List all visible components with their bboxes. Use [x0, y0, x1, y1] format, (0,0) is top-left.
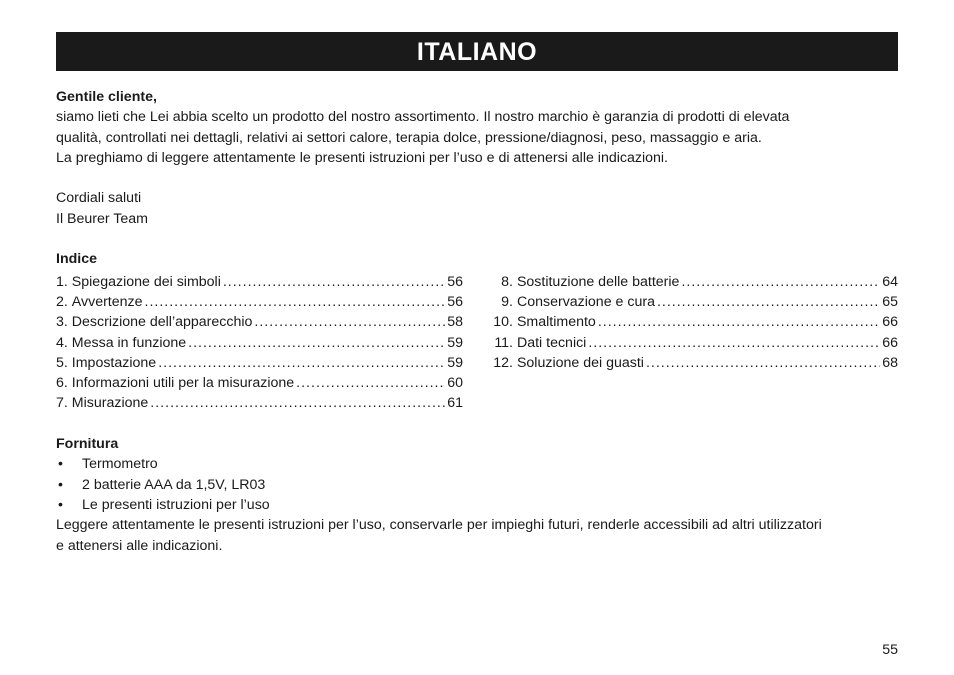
toc-entry[interactable] [491, 333, 898, 353]
toc-column-right [491, 272, 898, 414]
spacer [56, 229, 898, 249]
toc-leader [145, 292, 446, 312]
toc-leader [588, 333, 880, 353]
page-content [56, 87, 898, 556]
toc-entry[interactable] [56, 393, 463, 413]
index-heading: Indice [56, 251, 97, 268]
supply-note-line-2: e attenersi alle indicazioni. [56, 537, 223, 554]
toc-leader [223, 272, 445, 292]
toc-entry-page: 64 [882, 273, 898, 290]
toc-entry-label: Impostazione [71, 354, 157, 371]
toc-entry-page: 66 [882, 334, 898, 351]
toc-entry-page: 59 [447, 334, 463, 351]
intro-line-1: siamo lieti che Lei abbia scelto un prodotto del nostro assortimento. Il nostro marchio è garanzia di prodotti di elevata [56, 109, 790, 126]
toc-entry[interactable] [491, 272, 898, 292]
toc-entry-label: Conservazione e cura [516, 293, 655, 310]
toc-entry-page: 56 [447, 273, 463, 290]
spacer [56, 168, 898, 188]
toc-leader [646, 353, 880, 373]
intro-line-3: La preghiamo di leggere attentamente le presenti istruzioni per l’uso e di attenersi alle indicazioni. [56, 149, 668, 166]
toc-entry-number: 8. [501, 273, 513, 290]
toc-entry[interactable] [56, 353, 463, 373]
toc-entry[interactable] [56, 333, 463, 353]
page-number: 55 [882, 642, 898, 658]
toc-entry-label: Sostituzione delle batterie [516, 273, 680, 290]
toc-entry-page: 61 [447, 395, 463, 412]
toc-entry-number: 5. [56, 354, 68, 371]
toc-entry-label: Smaltimento [516, 314, 596, 331]
table-of-contents [56, 272, 898, 414]
toc-entry-page: 65 [882, 293, 898, 310]
closing-line-1: Cordiali saluti [56, 190, 142, 207]
list-item [56, 475, 898, 495]
closing-line-2: Il Beurer Team [56, 210, 148, 227]
toc-entry-number: 11. [494, 334, 513, 351]
toc-leader [150, 393, 445, 413]
toc-entry-number: 7. [56, 395, 68, 412]
toc-entry-label: Misurazione [71, 395, 149, 412]
toc-entry-number: 1. [56, 273, 68, 290]
toc-entry-page: 60 [447, 375, 463, 392]
toc-entry-label: Spiegazione dei simboli [71, 273, 221, 290]
toc-leader [296, 373, 445, 393]
supply-item-label: 2 batterie AAA da 1,5V, LR03 [82, 476, 266, 493]
toc-entry[interactable] [56, 373, 463, 393]
toc-leader [598, 312, 880, 332]
bullet-icon: • [58, 476, 63, 493]
toc-leader [681, 272, 880, 292]
greeting: Gentile cliente, [56, 89, 157, 105]
toc-entry[interactable] [56, 272, 463, 292]
supply-heading: Fornitura [56, 436, 119, 453]
toc-entry-number: 4. [56, 334, 68, 351]
toc-entry[interactable] [56, 312, 463, 332]
supply-note-line-1: Leggere attentamente le presenti istruzioni per l’uso, conservarle per impieghi futuri, renderle accessibili ad altri utilizzatori [56, 517, 822, 534]
toc-entry[interactable] [491, 292, 898, 312]
toc-entry-page: 59 [447, 354, 463, 371]
supply-list [56, 454, 898, 515]
list-item [56, 454, 898, 474]
supply-item-label: Le presenti istruzioni per l’uso [82, 496, 270, 513]
toc-leader [158, 353, 445, 373]
toc-entry-page: 58 [447, 314, 463, 331]
toc-leader [254, 312, 445, 332]
toc-entry-page: 56 [447, 293, 463, 310]
toc-entry-number: 6. [56, 375, 68, 392]
toc-entry-label: Avvertenze [71, 293, 143, 310]
toc-entry[interactable] [491, 312, 898, 332]
toc-entry-number: 3. [56, 314, 68, 331]
toc-entry-label: Informazioni utili per la misurazione [71, 375, 295, 392]
toc-entry-number: 12. [493, 354, 513, 371]
page-title-banner: ITALIANO [56, 32, 898, 71]
intro-line-2: qualità, controllati nei dettagli, relativi ai settori calore, terapia dolce, pressione/diagnosi, peso, massaggio e aria. [56, 129, 762, 146]
toc-entry-page: 66 [882, 314, 898, 331]
supply-item-label: Termometro [82, 456, 158, 473]
toc-leader [188, 333, 445, 353]
spacer [56, 414, 898, 434]
toc-entry-label: Dati tecnici [516, 334, 587, 351]
toc-entry-label: Descrizione dell’apparecchio [71, 314, 253, 331]
toc-entry-number: 2. [56, 293, 68, 310]
toc-entry-label: Messa in funzione [71, 334, 187, 351]
toc-entry[interactable] [491, 353, 898, 373]
list-item [56, 495, 898, 515]
bullet-icon: • [58, 456, 63, 473]
toc-entry-label: Soluzione dei guasti [516, 354, 644, 371]
toc-entry[interactable] [56, 292, 463, 312]
toc-column-left [56, 272, 463, 414]
toc-leader [657, 292, 880, 312]
toc-entry-number: 9. [501, 293, 513, 310]
toc-entry-page: 68 [882, 354, 898, 371]
bullet-icon: • [58, 496, 63, 513]
toc-entry-number: 10. [493, 314, 513, 331]
